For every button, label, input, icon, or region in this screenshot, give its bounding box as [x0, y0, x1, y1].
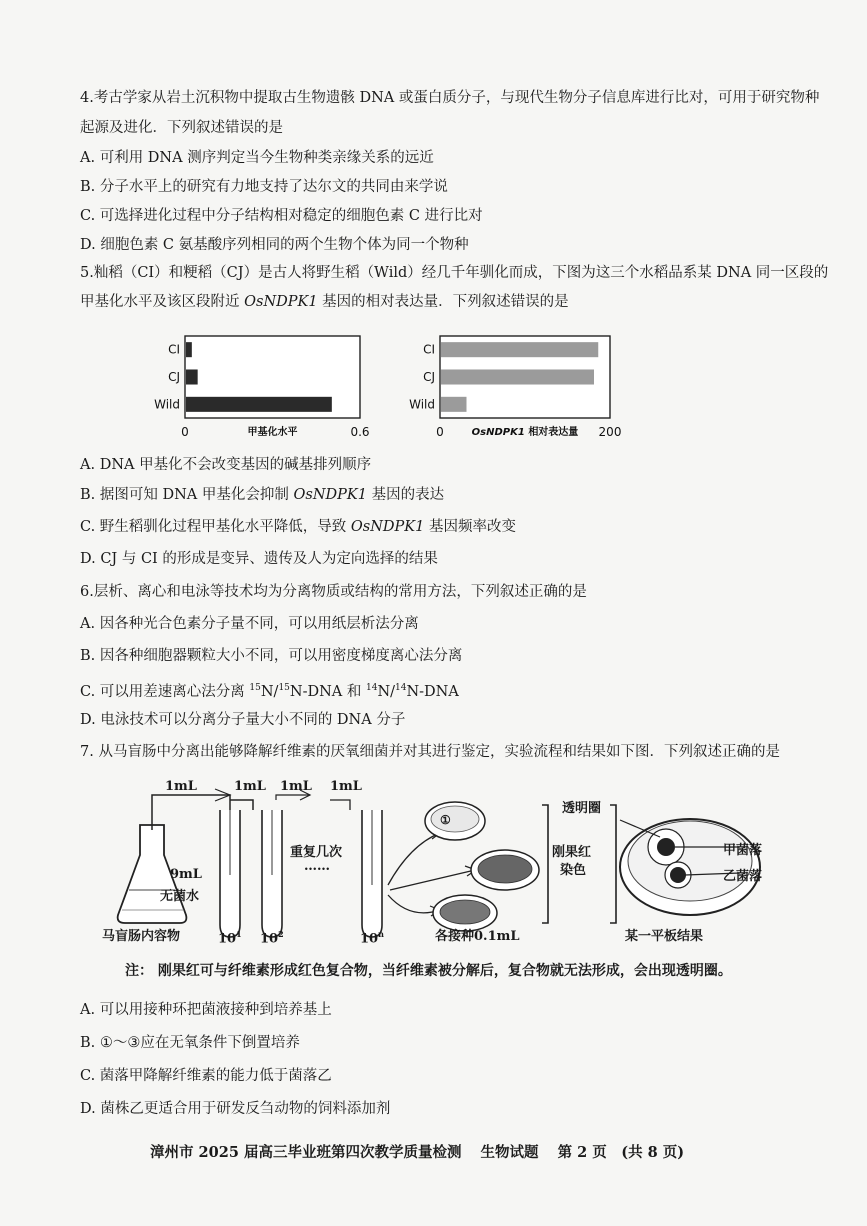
fig-result: 某一平板结果	[625, 929, 704, 944]
x-axis-label	[472, 425, 579, 438]
q6-option-b: B. 因各种细胞器颗粒大小不同，可以用密度梯度离心法分离	[80, 648, 463, 664]
expression-bar-chart	[395, 328, 625, 446]
q7-option-c: C. 菌落甲降解纤维素的能力低于菌落乙	[80, 1068, 332, 1084]
q6-option-c-mid2: N-DNA 和	[289, 683, 366, 700]
q6-option-d: D. 电泳技术可以分离分子量大小不同的 DNA 分子	[80, 712, 406, 728]
fig-vol-2: 1mL	[234, 779, 266, 794]
fig-tube-2	[260, 929, 284, 946]
q6-option-c-sup4: 14	[395, 683, 407, 693]
colony-b-icon	[670, 867, 686, 883]
q6-option-c	[80, 678, 459, 702]
fig-tube-2-base: 10	[260, 931, 279, 947]
bar	[441, 369, 594, 384]
bar	[186, 342, 192, 357]
fig-dots: ……	[304, 859, 330, 874]
fig-tube-1-exp: 1	[236, 929, 242, 939]
q6-option-c-pre: C. 可以用差速离心法分离	[80, 683, 250, 700]
q4-option-a: A. 可利用 DNA 测序判定当今生物种类亲缘关系的远近	[80, 150, 434, 166]
fig-vol-4: 1mL	[330, 779, 362, 794]
q7-option-b: B. ①～③应在无氧条件下倒置培养	[80, 1035, 300, 1051]
fig-halo: 透明圈	[562, 801, 602, 816]
q5-option-b-gene: OsNDPK1	[293, 487, 367, 503]
x-axis-text: 相对表达量	[528, 427, 579, 438]
category-label: CJ	[168, 370, 180, 384]
fig-plate-num: ①	[440, 813, 451, 827]
fig-tube-2-exp: 2	[278, 929, 284, 939]
q4-stem-line2: 起源及进化．下列叙述错误的是	[80, 120, 283, 136]
experiment-drawing	[100, 775, 780, 950]
fig-water-vol: 9mL	[170, 867, 202, 882]
q5-option-c-pre: C. 野生稻驯化过程甲基化水平降低，导致	[80, 519, 351, 535]
fig-stain-2: 染色	[560, 863, 587, 878]
q7-note: 注： 刚果红可与纤维素形成红色复合物，当纤维素被分解后，复合物就无法形成，会出现透明圈。	[125, 963, 732, 979]
bar	[441, 342, 598, 357]
fig-stain-1: 刚果红	[552, 845, 592, 860]
q7-option-a: A. 可以用接种环把菌液接种到培养基上	[80, 1002, 332, 1018]
q5-option-b-pre: B. 据图可知 DNA 甲基化会抑制	[80, 487, 294, 503]
q6-option-c-mid1: N/	[260, 683, 279, 700]
q5-option-b	[80, 485, 444, 505]
fig-colony-b: 乙菌落	[723, 869, 763, 884]
bar	[186, 369, 198, 384]
fig-inoculate: 各接种0.1mL	[435, 929, 520, 944]
q6-option-c-mid3: N/	[377, 683, 396, 700]
tick-label: 0	[181, 425, 189, 439]
fig-tube-n	[360, 929, 384, 946]
fig-tube-1-base: 10	[218, 931, 237, 947]
category-label: CJ	[423, 370, 435, 384]
experiment-figure	[100, 775, 780, 950]
q5-stem-line2	[80, 292, 569, 312]
fig-vol-3: 1mL	[280, 779, 312, 794]
q6-option-c-sup2: 15	[278, 683, 290, 693]
q6-option-c-sup3: 14	[365, 683, 378, 693]
q5-option-a: A. DNA 甲基化不会改变基因的碱基排列顺序	[80, 457, 372, 473]
fig-tube-n-base: 10	[360, 931, 379, 947]
fig-colony-a: 甲菌落	[723, 843, 763, 858]
q6-stem: 6.层析、离心和电泳等技术均为分离物质或结构的常用方法，下列叙述正确的是	[80, 584, 587, 600]
footer-subject: 生物试题	[480, 1144, 539, 1161]
q5-stem-text-a: 甲基化水平及该区段附近	[80, 294, 245, 310]
fig-water: 无菌水	[160, 889, 200, 904]
footer-exam: 漳州市 2025 届高三毕业班第四次教学质量检测	[150, 1144, 462, 1161]
q7-stem: 7. 从马盲肠中分离出能够降解纤维素的厌氧细菌并对其进行鉴定，实验流程和结果如下图．下列叙述正确的是	[80, 744, 780, 760]
category-label: Wild	[154, 397, 180, 412]
category-label: CI	[423, 342, 435, 357]
tick-label: 200	[598, 425, 622, 439]
x-axis-gene: OsNDPK1	[471, 427, 529, 438]
q4-option-d: D. 细胞色素 C 氨基酸序列相同的两个生物个体为同一个物种	[80, 237, 469, 253]
x-axis-label: 甲基化水平	[247, 427, 298, 438]
q6-option-a: A. 因各种光合色素分子量不同，可以用纸层析法分离	[80, 616, 419, 632]
q5-stem-gene: OsNDPK1	[244, 294, 318, 310]
q4-option-c: C. 可选择进化过程中分子结构相对稳定的细胞色素 C 进行比对	[80, 208, 483, 224]
fig-repeat: 重复几次	[290, 845, 343, 860]
footer-page: 第 2 页 (共 8 页)	[557, 1144, 685, 1161]
q5-option-b-post: 基因的表达	[366, 487, 445, 503]
bar	[186, 397, 332, 412]
fig-tube-n-exp: n	[378, 929, 384, 939]
page-footer	[150, 1141, 698, 1162]
category-label: Wild	[409, 397, 435, 412]
q7-option-d: D. 菌株乙更适合用于研发反刍动物的饲料添加剂	[80, 1101, 391, 1117]
fig-vol-1: 1mL	[165, 779, 197, 794]
tick-label: 0	[436, 425, 444, 439]
q4-option-b: B. 分子水平上的研究有力地支持了达尔文的共同由来学说	[80, 179, 448, 195]
q5-option-c-gene: OsNDPK1	[350, 519, 425, 535]
q5-option-d: D. CJ 与 CI 的形成是变异、遗传及人为定向选择的结果	[80, 551, 438, 567]
q5-option-c	[80, 517, 516, 537]
q5-stem-text-b: 基因的相对表达量．下列叙述错误的是	[317, 294, 569, 310]
q4-stem-line1: 4.考古学家从岩土沉积物中提取古生物遗骸 DNA 或蛋白质分子，与现代生物分子信息库进行比对，可用于研究物种	[80, 90, 820, 106]
q6-option-c-sup1: 15	[249, 683, 261, 693]
q5-option-c-post: 基因频率改变	[424, 519, 516, 535]
tick-label: 0.6	[350, 425, 370, 439]
bar	[441, 397, 467, 412]
category-label: CI	[168, 342, 180, 357]
q6-option-c-post: N-DNA	[406, 683, 459, 700]
fig-source: 马盲肠内容物	[102, 929, 181, 944]
methylation-bar-chart	[140, 328, 380, 446]
q5-stem-line1: 5.籼稻（CI）和粳稻（CJ）是古人将野生稻（Wild）经几千年驯化而成，下图为这三个水稻品系某 DNA 同一区段的	[80, 265, 829, 281]
colony-a-icon	[657, 838, 675, 856]
fig-tube-1	[218, 929, 242, 946]
